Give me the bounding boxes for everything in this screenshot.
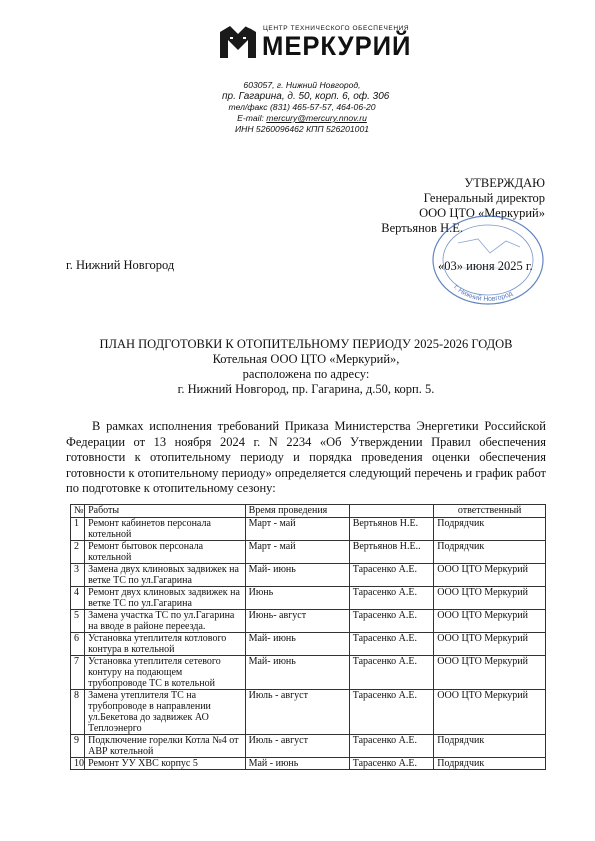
row-time: Март - май [245,518,349,541]
table-row [71,735,546,758]
row-time: Май- июнь [245,656,349,690]
row-work: Ремонт двух клиновых задвижек на ветке ТС по ул.Гагарина [85,587,246,610]
row-person: Тарасенко А.Е. [349,633,434,656]
row-number: 6 [71,633,85,656]
row-number: 1 [71,518,85,541]
row-number: 5 [71,610,85,633]
header-works: Работы [85,505,246,518]
intro-paragraph [66,419,546,497]
svg-text:г. Нижний Новгород [452,284,514,303]
table-row [71,564,546,587]
email-link[interactable]: mercury@mercury.nnov.ru [266,113,367,123]
row-work: Замена утеплителя ТС на трубопроводе в направлении ул.Бекетова до задвижек АО Теплоэнерго [85,690,246,735]
approval-org: ООО ЦТО «Меркурий» [419,206,545,220]
title-line-3: расположена по адресу: [242,367,370,381]
header-time: Время проведения [245,505,349,518]
row-time: Май - июнь [245,758,349,770]
logo-name: МЕРКУРИЙ [262,31,412,61]
row-work: Ремонт бытовок персонала котельной [85,541,246,564]
row-number: 9 [71,735,85,758]
row-person: Тарасенко А.Е. [349,656,434,690]
row-responsible: Подрядчик [434,541,546,564]
row-work: Ремонт УУ ХВС корпус 5 [85,758,246,770]
email [222,113,382,124]
row-number: 7 [71,656,85,690]
inn-kpp: ИНН 5260096462 КПП 526201001 [234,124,370,134]
address-line-1: 603057, г. Нижний Новгород, [243,80,361,90]
intro-text: В рамках исполнения требований Приказа Министерства Энергетики Российской Федерации от 13 ноября 2024 г. N 2234 «Об Утверждении Правил обеспечения готовности к отопительному периоду и порядка проведения оценки обеспечения готовности к отопительному периоду» определяется следующий перечень и график работ по подготовке к отопительному сезону: [66,419,546,495]
row-work: Установка утеплителя котлового контура в котельной [85,633,246,656]
title-line-2: Котельная ООО ЦТО «Меркурий», [212,352,400,366]
row-work: Установка утеплителя сетевого контуру на подающем трубопроводе ТС в котельной [85,656,246,690]
company-logo-icon [218,24,258,60]
approval-name: Вертьянов Н.Е. [381,221,463,235]
row-responsible: ООО ЦТО Меркурий [434,587,546,610]
title-line-1: ПЛАН ПОДГОТОВКИ К ОТОПИТЕЛЬНОМУ ПЕРИОДУ 2025-2026 ГОДОВ [99,337,513,351]
table-row [71,656,546,690]
document-place: г. Нижний Новгород [66,258,175,272]
row-time: Март - май [245,541,349,564]
table-row [71,518,546,541]
header-person [349,505,434,518]
row-person: Вертьянов Н.Е. [349,518,434,541]
company-contacts [222,80,390,135]
table-row [71,758,546,770]
works-table [70,504,546,770]
row-responsible: ООО ЦТО Меркурий [434,656,546,690]
document-date: «03» июня 2025 г. [438,259,533,273]
row-time: Июль - август [245,735,349,758]
row-number: 3 [71,564,85,587]
table-header-row [71,505,546,518]
row-person: Тарасенко А.Е. [349,610,434,633]
row-responsible: ООО ЦТО Меркурий [434,610,546,633]
approval-position: Генеральный директор [423,191,545,205]
stamp-text: г. Нижний Новгород [452,283,514,304]
logo-subtitle: ЦЕНТР ТЕХНИЧЕСКОГО ОБЕСПЕЧЕНИЯ [263,25,410,32]
phone: тел/факс (831) 465-57-57, 464-06-20 [228,102,376,112]
email-label: E-mail: [237,113,267,123]
row-number: 10 [71,758,85,770]
table-row [71,633,546,656]
header-number: № [71,505,85,518]
row-person: Тарасенко А.Е. [349,735,434,758]
row-person: Тарасенко А.Е. [349,758,434,770]
row-number: 8 [71,690,85,735]
row-work: Подключение горелки Котла №4 от АВР котельной [85,735,246,758]
table-row [71,610,546,633]
row-person: Вертьянов Н.Е.. [349,541,434,564]
row-time: Май- июнь [245,564,349,587]
row-person: Тарасенко А.Е. [349,564,434,587]
table-row [71,587,546,610]
table-row [71,690,546,735]
address-line-2: пр. Гагарина, д. 50, корп. 6, оф. 306 [222,91,390,102]
row-person: Тарасенко А.Е. [349,690,434,735]
row-responsible: ООО ЦТО Меркурий [434,564,546,587]
row-time: Май- июнь [245,633,349,656]
row-number: 2 [71,541,85,564]
row-person: Тарасенко А.Е. [349,587,434,610]
row-time: Июнь- август [245,610,349,633]
row-responsible: Подрядчик [434,518,546,541]
row-responsible: ООО ЦТО Меркурий [434,633,546,656]
row-time: Июнь [245,587,349,610]
row-number: 4 [71,587,85,610]
row-work: Замена двух клиновых задвижек на ветке ТС по ул.Гагарина [85,564,246,587]
row-time: Июль - август [245,690,349,735]
header-responsible: ответственный [434,505,546,518]
approval-title: УТВЕРЖДАЮ [464,176,545,190]
row-responsible: Подрядчик [434,758,546,770]
row-responsible: Подрядчик [434,735,546,758]
row-work: Замена участка ТС по ул.Гагарина на вводе в районе переезда. [85,610,246,633]
row-responsible: ООО ЦТО Меркурий [434,690,546,735]
row-work: Ремонт кабинетов персонала котельной [85,518,246,541]
title-line-4: г. Нижний Новгород, пр. Гагарина, д.50, корп. 5. [177,382,435,396]
table-row [71,541,546,564]
document-title [66,337,546,397]
